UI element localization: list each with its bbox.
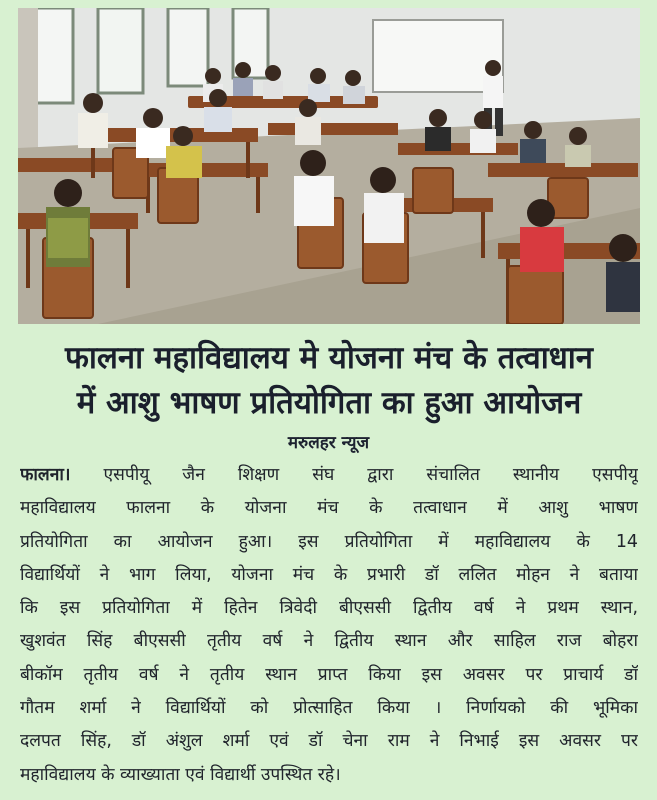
byline: मरुलहर न्यूज [287,433,370,453]
article-line: खुशवंत सिंह बीएससी तृतीय वर्ष ने द्वितीय स्थान और साहिल राज बोहरा [20,631,638,652]
classroom-illustration [18,8,640,324]
article-line: महाविद्यालय के व्याख्याता एवं विद्यार्थी उपस्थित रहे। [20,764,341,785]
article-line: बीकॉम तृतीय वर्ष ने तृतीय स्थान प्राप्त किया इस अवसर पर प्राचार्य डॉ [20,664,638,685]
article-line-text: एसपीयू जैन शिक्षण संघ द्वारा संचालित स्थानीय एसपीयू [103,465,638,485]
article-line [20,459,638,492]
article-body [20,459,638,792]
article-line: दलपत सिंह, डॉ अंशुल शर्मा एवं डॉ चेना राम ने निभाई इस अवसर पर [20,731,638,752]
dateline: फालना। [20,465,71,485]
article-line: विद्यार्थियों ने भाग लिया, योजना मंच के प्रभारी डॉ ललित मोहन ने बताया [20,564,638,585]
classroom-photo [18,8,640,324]
article-line: कि इस प्रतियोगिता में हितेन त्रिवेदी बीएससी द्वितीय वर्ष ने प्रथम स्थान, [20,598,638,619]
article-line: महाविद्यालय फालना के योजना मंच के तत्वाधान में आशु भाषण [20,498,638,519]
headline-line-1: फालना महाविद्यालय मे योजना मंच के तत्वाधान [64,340,594,376]
headline-line-2: में आशु भाषण प्रतियोगिता का हुआ आयोजन [76,385,582,421]
article-line: गौतम शर्मा ने विद्यार्थियों को प्रोत्साहित किया । निर्णायको की भूमिका [20,698,638,719]
article-line: प्रतियोगिता का आयोजन हुआ। इस प्रतियोगिता में महाविद्यालय के 14 [20,531,638,552]
